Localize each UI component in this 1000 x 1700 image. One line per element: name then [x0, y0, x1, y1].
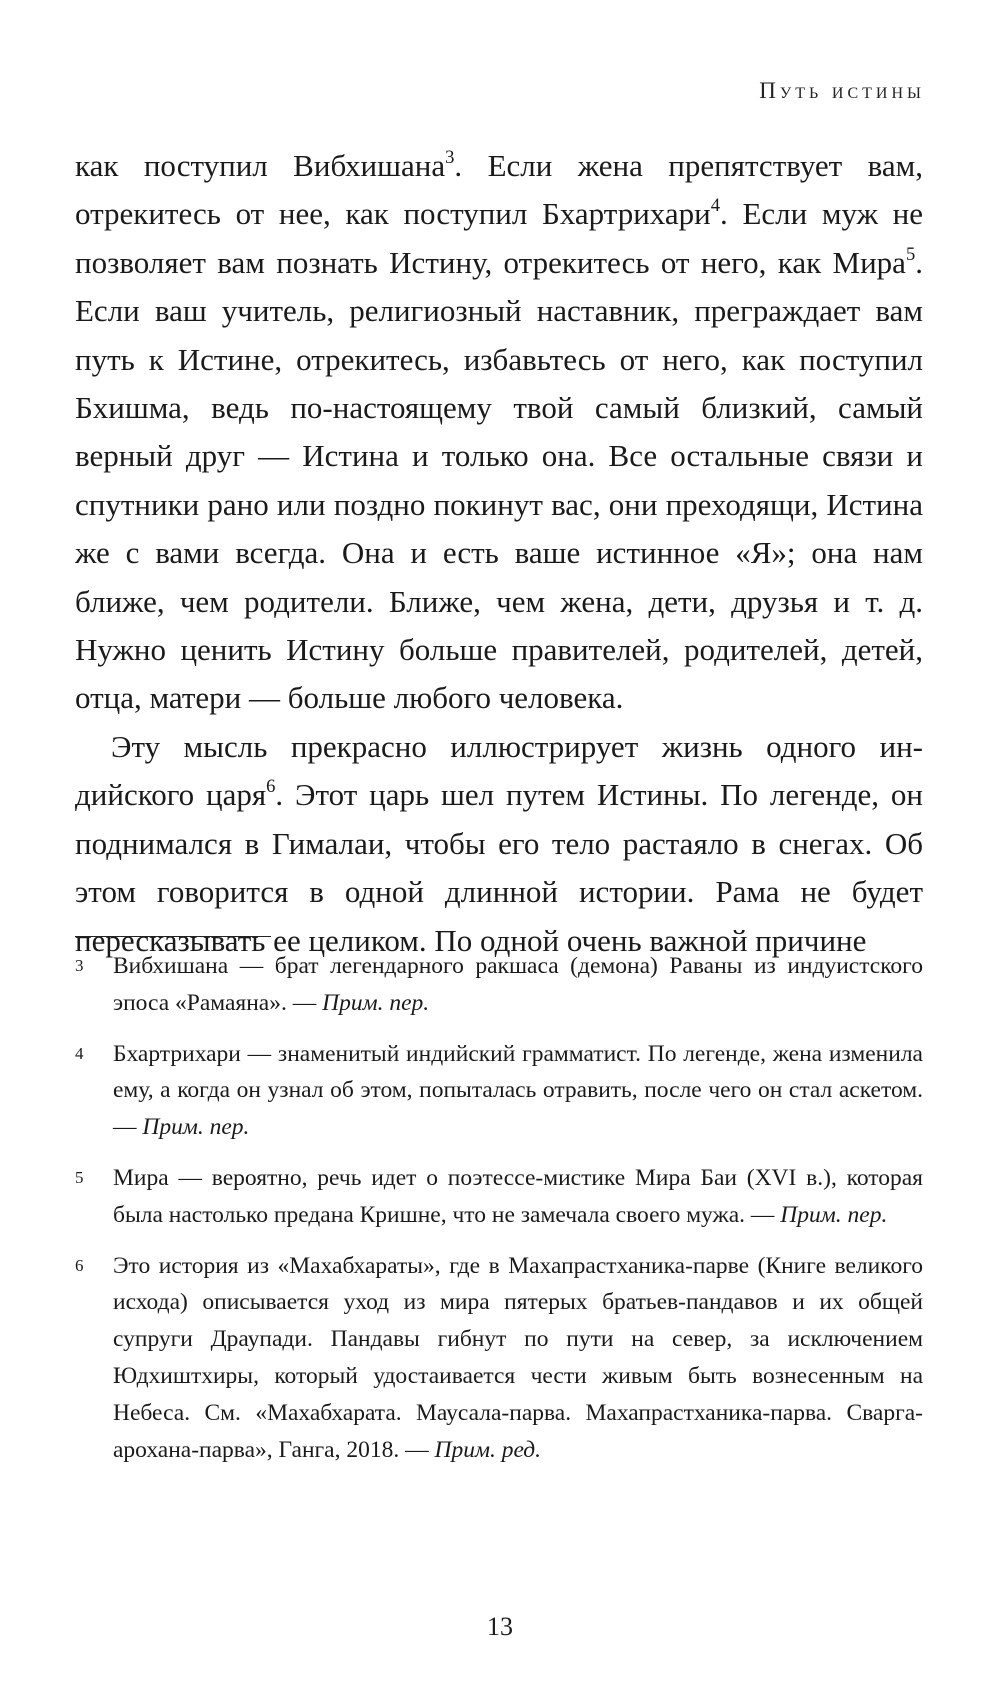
footnote-3	[75, 948, 923, 1022]
paragraph-1-text-2: . Если жена препятствует вам, отрекитесь от нее, как поступил Бхартрихари	[75, 148, 923, 232]
footnote-text: Мира — вероятно, речь идет о поэтессе-мистике Мира Баи (XVI в.), которая была настолько предана Кришне, что не замечала своего мужа. —	[113, 1164, 923, 1228]
footnote-attribution: Прим. пер.	[142, 1114, 250, 1141]
paragraph-1-text-1: как поступил Вибхишана	[75, 148, 446, 183]
footnote-ref-4: 4	[710, 195, 721, 217]
footnote-number: 6	[75, 1255, 84, 1275]
paragraph-2-text-1: Эту мысль прекрасно иллюстрирует жизнь одного индийского царя	[75, 728, 923, 813]
paragraph-1-text-4: . Если ваш учитель, религиозный наставник, преграждает вам путь к Истине, отрекитесь, избавьтесь от него, как поступил Бхишма, ведь по-настоящему твой самый близкий, самый верный друг — Истина и только она. Все остальные связи и спутники рано или поздно покинут вас, они преходящи, Истина же с вами всегда. Она и есть ваше истинное «Я»; она нам ближе, чем родители. Ближе, чем жена, дети, друзья и т. д. Нужно ценить Истину больше правителей, родителей, детей, отца, матери — больше любого человека.	[75, 244, 923, 716]
footnote-text: Вибхишана — брат легендарного ракшаса (демона) Раваны из индуистского эпоса «Рамаяна». —	[113, 953, 923, 1016]
footnote-ref-5: 5	[905, 243, 916, 265]
paragraph-1-text-3: . Если муж не позволяет вам познать Истину, отрекитесь от него, как Мира	[75, 196, 923, 280]
paragraph-2	[75, 723, 923, 965]
footnote-attribution: Прим. пер.	[780, 1201, 888, 1228]
footnote-ref-3: 3	[445, 146, 455, 168]
footnote-attribution: Прим. ред.	[434, 1436, 542, 1463]
footnote-attribution: Прим. пер.	[322, 989, 430, 1016]
body-text	[75, 142, 923, 965]
footnote-text: Бхартрихари — знаменитый индийский грамматист. По легенде, жена изменила ему, а когда он узнал об этом, попыталась отравить, после чего он стал аскетом. —	[113, 1040, 923, 1141]
footnote-4	[75, 1036, 923, 1146]
footnotes	[75, 948, 923, 1482]
footnote-number: 4	[75, 1043, 84, 1063]
footnote-number: 5	[75, 1167, 84, 1187]
footnote-divider	[75, 936, 271, 937]
footnote-6	[75, 1248, 923, 1469]
footnote-number: 3	[75, 956, 84, 975]
footnote-ref-6: 6	[266, 776, 276, 798]
footnote-text: Это история из «Махабхараты», где в Махапрастханика-парве (Книге великого исхода) описывается уход из мира пятерых братьев-пандавов и их общей супруги Драупади. Пандавы гибнут по пути на север, за исключением Юдхиштхиры, который удостаивается чести живым быть вознесенным на Небеса. См. «Махабхарата. Маусала-парва. Махапрастханика-парва. Сварга-арохана-парва», Ганга, 2018. —	[113, 1252, 923, 1463]
running-head: Путь истины	[759, 78, 925, 103]
page-number: 13	[487, 1612, 513, 1641]
paragraph-1	[75, 142, 923, 723]
paragraph-2-text-2: . Этот царь шел путем Истины. По легенде, он поднимался в Гималаи, чтобы его тело растаяло в снегах. Об этом говорится в одной длинной истории. Рама не будет пересказывать ее целиком. По одной очень важной причине	[75, 777, 924, 958]
footnote-5	[75, 1160, 923, 1234]
